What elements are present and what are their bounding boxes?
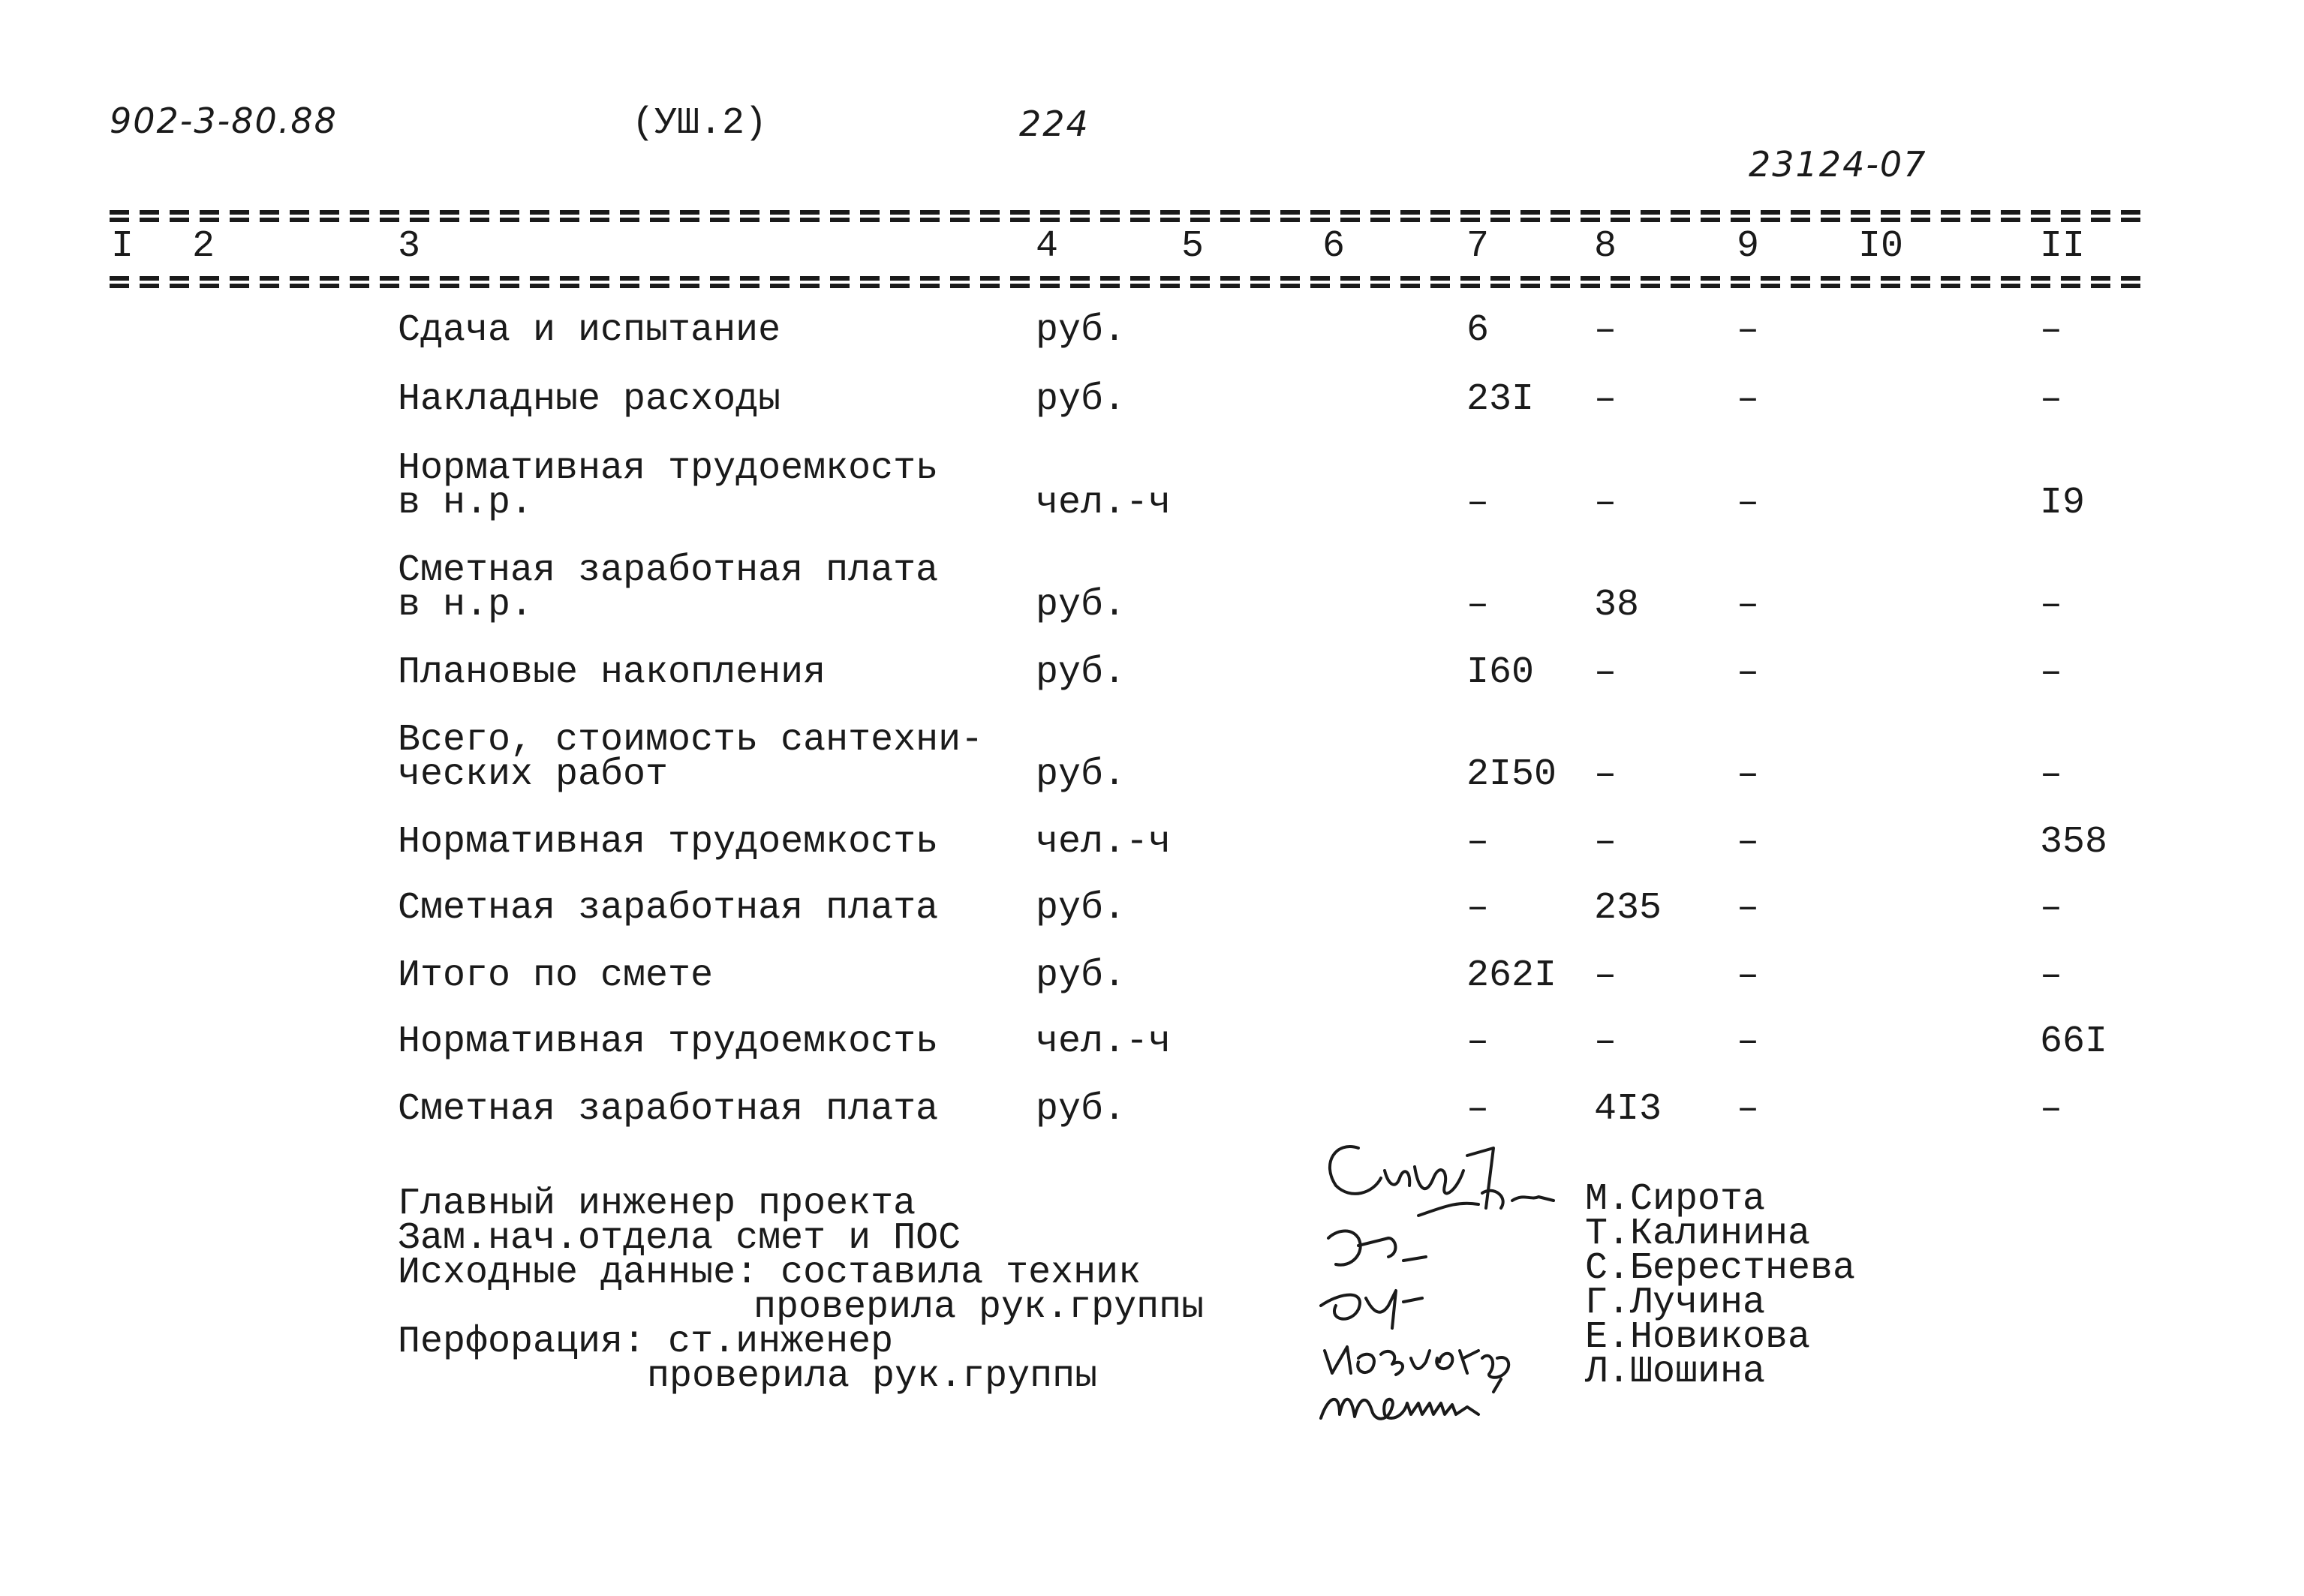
- section-label: (УШ.2): [632, 102, 768, 145]
- cell-col11: –: [2040, 753, 2063, 796]
- cell-col8: –: [1594, 651, 1617, 694]
- signoff-name: Т.Калинина: [1585, 1213, 1811, 1255]
- cell-col8: 4I3: [1594, 1088, 1662, 1131]
- signoff-name: С.Берестнева: [1585, 1247, 1856, 1290]
- header-rule-top: [110, 210, 2149, 215]
- col-1: I: [111, 225, 134, 268]
- col-5: 5: [1181, 225, 1205, 268]
- signoff-role: Зам.нач.отдела смет и ПОС: [398, 1217, 961, 1260]
- row-name: Сметная заработная плата: [398, 887, 939, 930]
- cell-col9: –: [1737, 821, 1760, 864]
- cell-col7: –: [1466, 821, 1490, 864]
- cell-col7: –: [1466, 887, 1490, 930]
- cell-col8: –: [1594, 821, 1617, 864]
- signoff-name: Е.Новикова: [1585, 1316, 1811, 1359]
- cell-col8: –: [1594, 954, 1617, 997]
- row-name: Сметная заработная плата: [398, 549, 939, 592]
- page-number: 224: [1019, 104, 1090, 144]
- cell-col9: –: [1737, 1020, 1760, 1063]
- header-rule-top-2: [110, 218, 2149, 222]
- row-unit: чел.-ч: [1036, 821, 1172, 864]
- cell-col11: 66I: [2040, 1020, 2108, 1063]
- row-unit: руб.: [1036, 753, 1126, 796]
- cell-col9: –: [1737, 753, 1760, 796]
- col-11: II: [2040, 225, 2086, 268]
- cell-col8: –: [1594, 1020, 1617, 1063]
- row-unit: руб.: [1036, 584, 1126, 627]
- cell-col8: 38: [1594, 584, 1640, 627]
- cell-col9: –: [1737, 1088, 1760, 1131]
- cell-col9: –: [1737, 954, 1760, 997]
- col-9: 9: [1737, 225, 1760, 268]
- cell-col7: 262I: [1466, 954, 1557, 997]
- cell-col11: –: [2040, 584, 2063, 627]
- col-10: I0: [1858, 225, 1904, 268]
- row-unit: чел.-ч: [1036, 1020, 1172, 1063]
- cell-col11: –: [2040, 954, 2063, 997]
- cell-col8: –: [1594, 309, 1617, 352]
- row-name: Накладные расходы: [398, 378, 781, 421]
- col-8: 8: [1594, 225, 1617, 268]
- row-name: Сметная заработная плата: [398, 1088, 939, 1131]
- row-unit: чел.-ч: [1036, 482, 1172, 524]
- signoff-role: Перфорация: ст.инженер: [398, 1321, 894, 1363]
- cell-col11: I9: [2040, 482, 2086, 524]
- cell-col7: 23I: [1466, 378, 1535, 421]
- row-name: Нормативная трудоемкость: [398, 1020, 939, 1063]
- signoff-role: проверила рук.группы: [753, 1286, 1205, 1329]
- cell-col7: –: [1466, 1020, 1490, 1063]
- row-name: в н.р.: [398, 482, 534, 524]
- signoff-name: Л.Шошина: [1585, 1351, 1766, 1393]
- col-4: 4: [1036, 225, 1059, 268]
- signoff-name: Г.Лучина: [1585, 1282, 1766, 1324]
- cell-col9: –: [1737, 584, 1760, 627]
- row-name: Плановые накопления: [398, 651, 826, 694]
- cell-col11: –: [2040, 309, 2063, 352]
- col-6: 6: [1322, 225, 1346, 268]
- cell-col11: –: [2040, 1088, 2063, 1131]
- cell-col11: –: [2040, 378, 2063, 421]
- cell-col9: –: [1737, 378, 1760, 421]
- row-unit: руб.: [1036, 1088, 1126, 1131]
- signoff-role: Главный инженер проекта: [398, 1183, 916, 1225]
- signoff-role: проверила рук.группы: [647, 1355, 1098, 1398]
- cell-col7: 6: [1466, 309, 1490, 352]
- cell-col9: –: [1737, 309, 1760, 352]
- cell-col8: 235: [1594, 887, 1662, 930]
- cell-col7: I60: [1466, 651, 1535, 694]
- signoff-role: Исходные данные: составила техник: [398, 1252, 1141, 1294]
- cell-col11: 358: [2040, 821, 2108, 864]
- cell-col9: –: [1737, 887, 1760, 930]
- signoff-name: М.Сирота: [1585, 1178, 1766, 1221]
- row-unit: руб.: [1036, 954, 1126, 997]
- col-3: 3: [398, 225, 421, 268]
- row-unit: руб.: [1036, 887, 1126, 930]
- cell-col8: –: [1594, 378, 1617, 421]
- cell-col8: –: [1594, 482, 1617, 524]
- row-name: в н.р.: [398, 584, 534, 627]
- col-2: 2: [192, 225, 215, 268]
- cell-col9: –: [1737, 651, 1760, 694]
- row-name: Нормативная трудоемкость: [398, 821, 939, 864]
- header-rule-bottom-2: [110, 284, 2149, 288]
- row-unit: руб.: [1036, 651, 1126, 694]
- cell-col7: –: [1466, 584, 1490, 627]
- cell-col8: –: [1594, 753, 1617, 796]
- row-name: Всего, стоимость сантехни-: [398, 719, 984, 762]
- archive-number: 23124-07: [1749, 144, 1927, 185]
- row-unit: руб.: [1036, 378, 1126, 421]
- cell-col7: 2I50: [1466, 753, 1557, 796]
- cell-col11: –: [2040, 887, 2063, 930]
- row-name: Нормативная трудоемкость: [398, 447, 939, 490]
- col-7: 7: [1466, 225, 1490, 268]
- row-unit: руб.: [1036, 309, 1126, 352]
- cell-col7: –: [1466, 1088, 1490, 1131]
- header-rule-bottom: [110, 276, 2149, 281]
- row-name: Сдача и испытание: [398, 309, 781, 352]
- handwritten-signatures: [1306, 1126, 1606, 1426]
- row-name: Итого по смете: [398, 954, 714, 997]
- cell-col9: –: [1737, 482, 1760, 524]
- cell-col11: –: [2040, 651, 2063, 694]
- document-code: 902-3-80.88: [110, 101, 338, 141]
- cell-col7: –: [1466, 482, 1490, 524]
- row-name: ческих работ: [398, 753, 669, 796]
